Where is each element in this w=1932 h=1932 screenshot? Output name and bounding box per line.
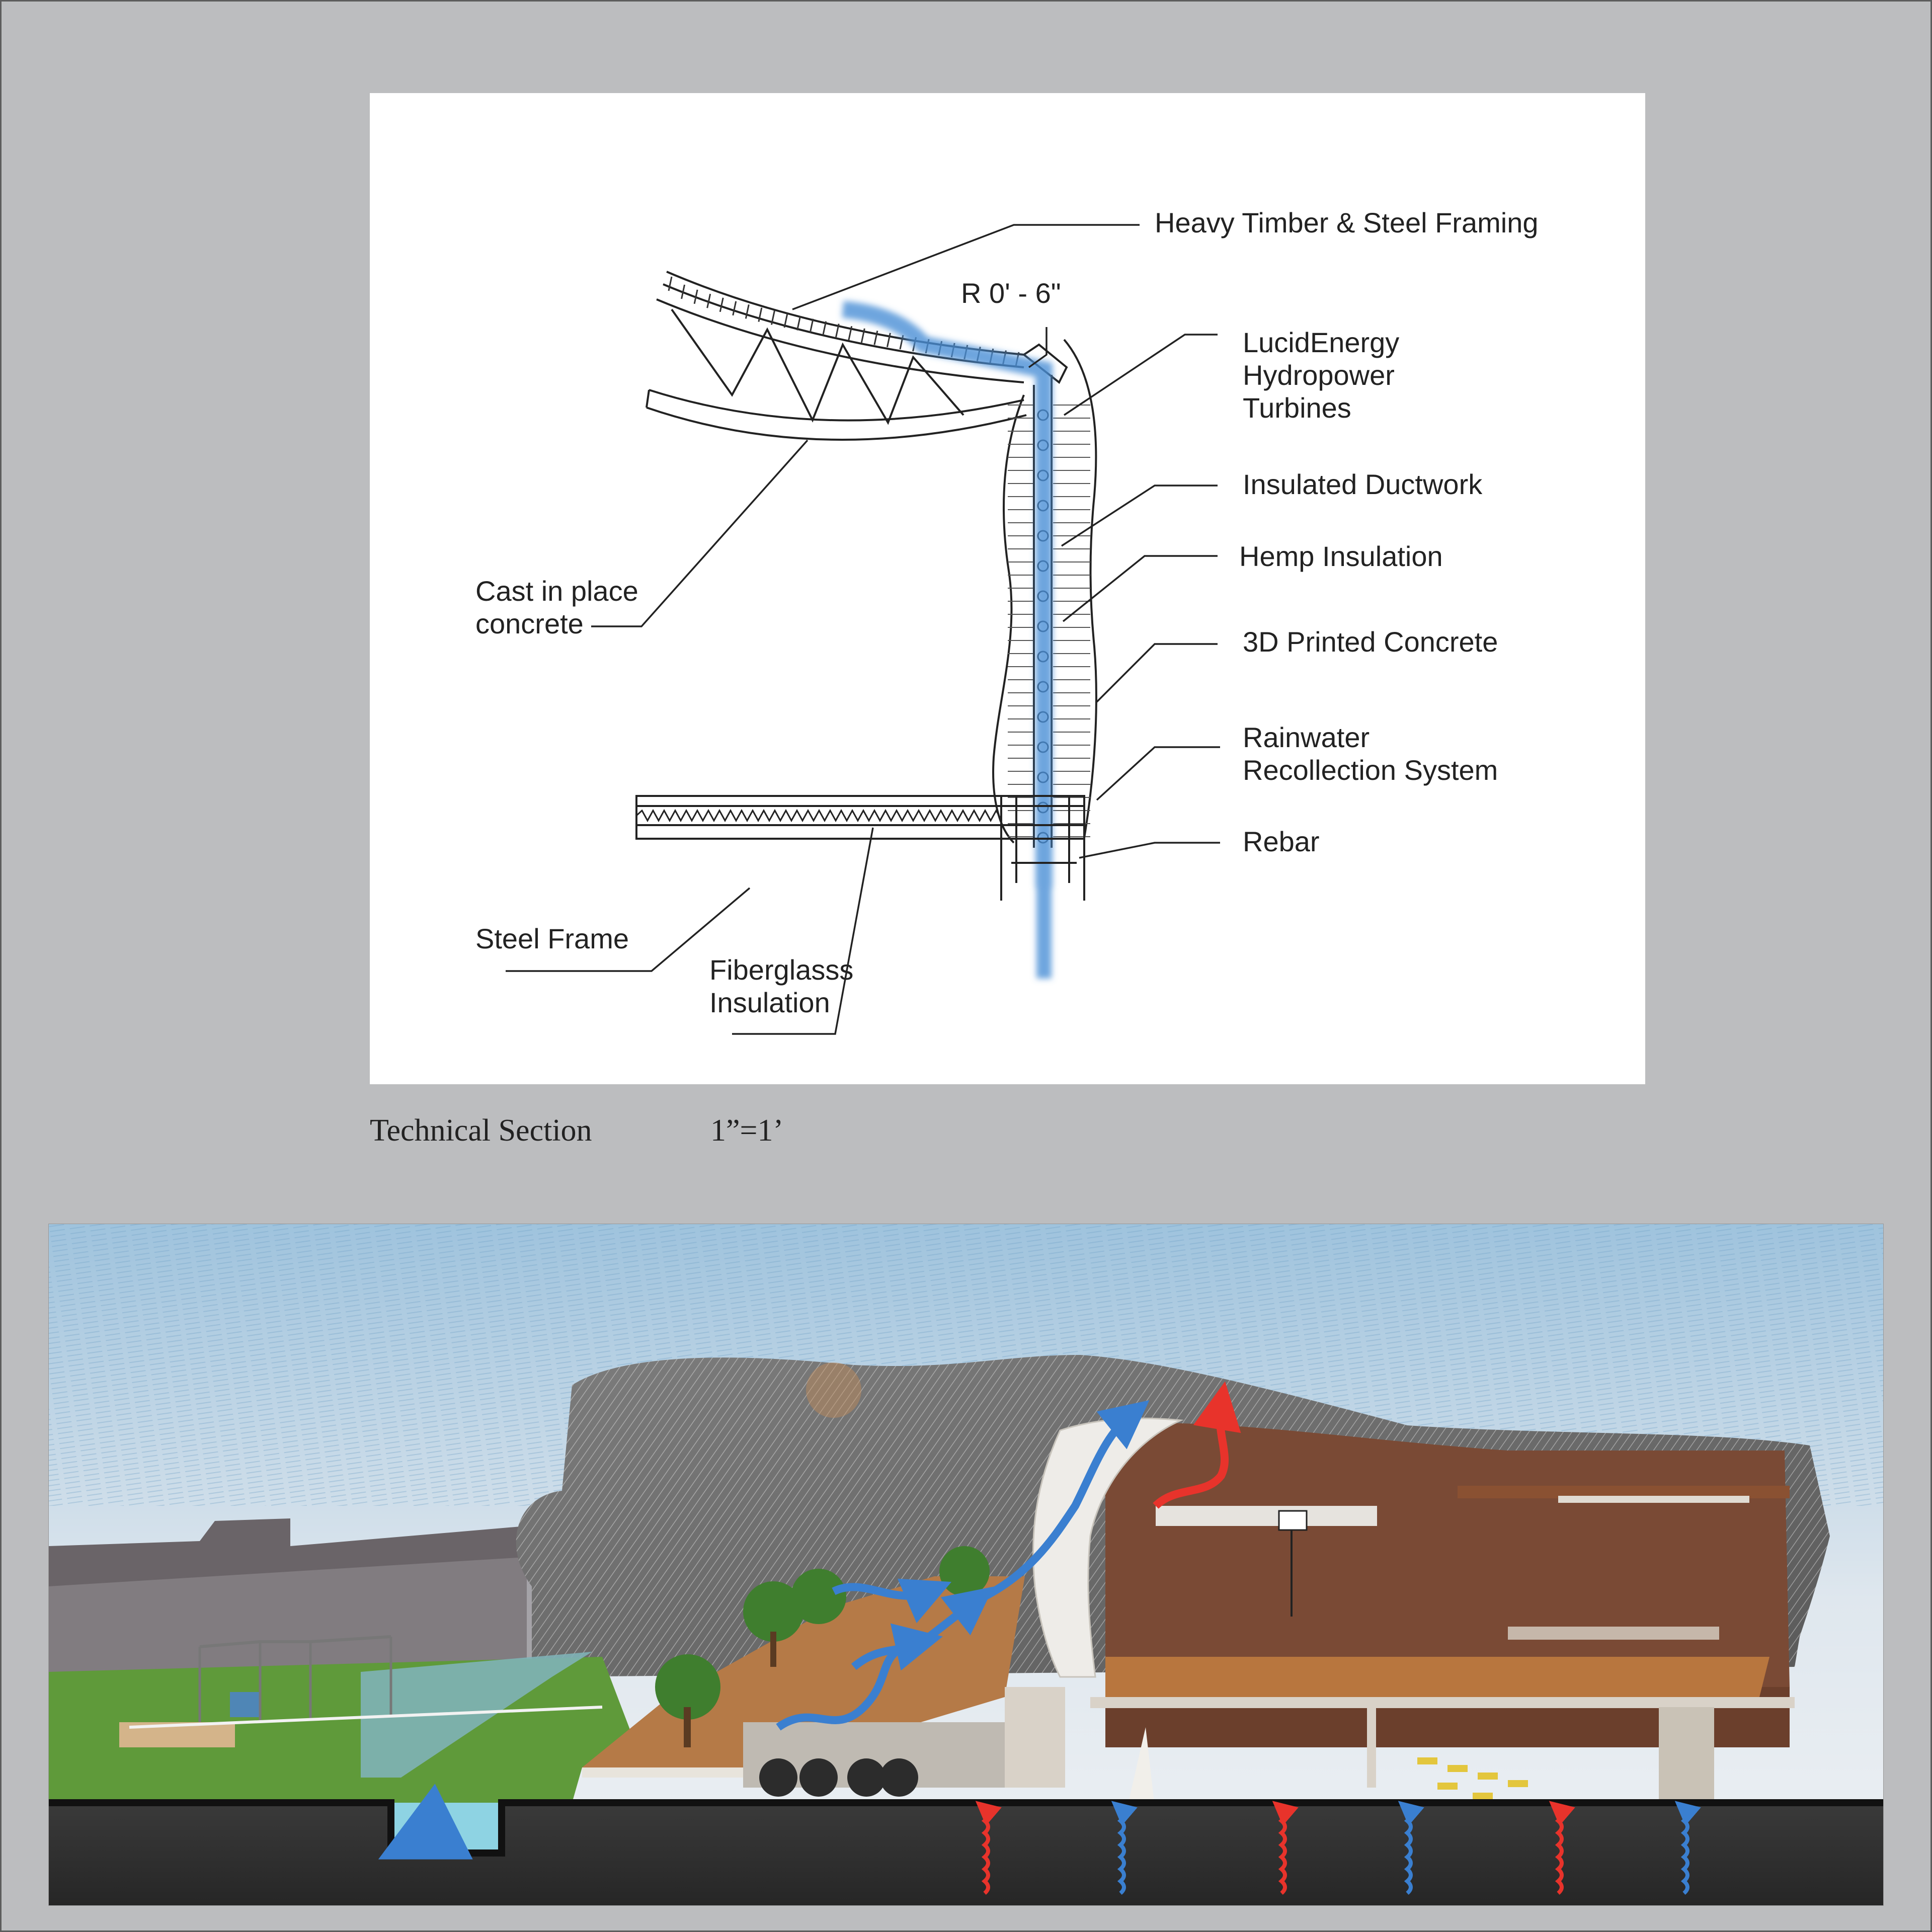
label-3d-printed-concrete: 3D Printed Concrete [1243, 626, 1498, 658]
floor-slab [636, 796, 1084, 901]
caption-title: Technical Section [370, 1113, 592, 1148]
label-fiberglass-2: Insulation [709, 987, 830, 1018]
label-rainwater-1: Rainwater [1243, 721, 1370, 753]
render-artwork [49, 1224, 1883, 1905]
ground-section [49, 1803, 1883, 1905]
label-radius: R 0' - 6" [961, 277, 1061, 309]
label-insulated-ductwork: Insulated Ductwork [1243, 468, 1483, 500]
label-rainwater-2: Recollection System [1243, 754, 1498, 786]
label-heavy-timber: Heavy Timber & Steel Framing [1155, 207, 1539, 238]
label-rebar: Rebar [1243, 826, 1320, 857]
label-lucid-energy-2: Hydropower [1243, 359, 1395, 391]
label-lucid-energy-1: LucidEnergy [1243, 327, 1400, 358]
caption-scale: 1”=1’ [710, 1113, 784, 1148]
label-hemp-insulation: Hemp Insulation [1239, 540, 1443, 572]
label-fiberglass-1: Fiberglasss [709, 954, 854, 986]
label-steel-frame: Steel Frame [475, 923, 629, 954]
label-cast-concrete-1: Cast in place [475, 575, 638, 607]
technical-section-drawing [370, 93, 1645, 1084]
truss-webs [672, 309, 963, 423]
label-cast-concrete-2: concrete [475, 608, 584, 639]
perspective-section-render [48, 1224, 1884, 1906]
leader-lines [506, 225, 1220, 1034]
cast-concrete-arch [647, 390, 1026, 440]
rainwater-flow [843, 309, 1044, 979]
label-lucid-energy-3: Turbines [1243, 392, 1351, 424]
